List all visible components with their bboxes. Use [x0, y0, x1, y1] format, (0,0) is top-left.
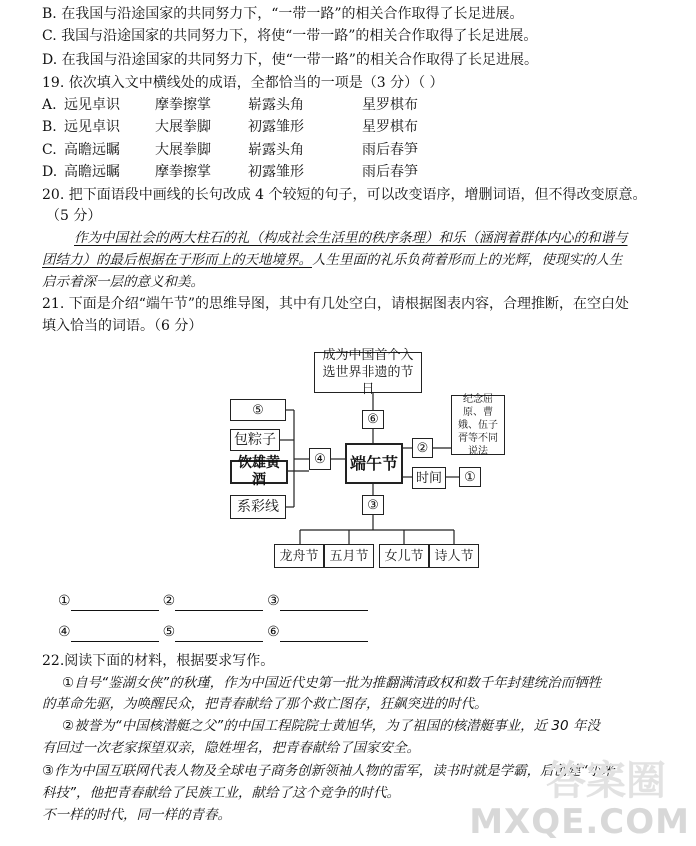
q19-option-idiom: 摩拳擦掌	[155, 97, 211, 113]
q19-option-idiom: 星罗棋布	[362, 97, 418, 113]
festival-name-wuyue: 五月节	[324, 544, 374, 568]
q19-option-idiom: 大展拳脚	[155, 119, 211, 135]
mindmap-node-6: ⑥	[362, 410, 384, 429]
blank-label-5: ⑤	[162, 624, 176, 640]
q19-option-idiom: 崭露头角	[248, 142, 304, 158]
q19-option-idiom: 雨后春笋	[362, 164, 418, 180]
mindmap-node-4: ④	[309, 448, 331, 470]
q19-option-idiom: 摩拳擦掌	[155, 164, 211, 180]
q18-option-d: D. 在我国与沿途国家的共同努力下，使“一带一路”的相关合作取得了长足进展。	[42, 52, 538, 68]
mindmap-commemorate-node: 纪念屈原、曹娥、伍子胥等不同说法	[451, 395, 505, 455]
q19-option-idiom: 大展拳脚	[155, 142, 211, 158]
q19-option-letter: D.	[42, 164, 58, 180]
mindmap-time-node: 时间	[412, 467, 446, 489]
q19-option-idiom: 崭露头角	[248, 97, 304, 113]
q19-option-idiom: 远见卓识	[64, 97, 120, 113]
q22-material-2b: 有回过一次老家探望双亲，隐姓埋名，把青春献给了国家安全。	[42, 740, 420, 756]
blank-label-3: ③	[267, 593, 280, 609]
q19-option-idiom: 远见卓识	[64, 119, 120, 135]
blank-label-4: ④	[58, 624, 71, 640]
mindmap-node-2: ②	[412, 438, 433, 458]
blank-label-1: ①	[58, 593, 71, 609]
watermark-answer: 答案圈	[546, 758, 666, 804]
answer-blank-6[interactable]	[280, 627, 368, 642]
q19-stem: 19. 依次填入文中横线处的成语，全都恰当的一项是（3 分）（ ）	[42, 75, 444, 91]
mindmap-xionghuang-node: 饮雄黄酒	[230, 460, 288, 484]
q22-material-1b: 的革命先驱，为唤醒民众，把青春献给了那个救亡图存，狂飙突进的时代。	[42, 696, 488, 712]
answer-blank-1[interactable]	[71, 596, 159, 611]
festival-name-nver: 女儿节	[379, 544, 429, 568]
answer-blanks-row2	[58, 622, 372, 642]
q21-points: 填入恰当的词语。（6 分）	[42, 318, 203, 334]
q21-stem: 21. 下面是介绍“端午节”的思维导图，其中有几处空白，请根据图表内容，合理推断，在空白处	[42, 296, 630, 312]
q19-option-idiom: 初露雏形	[248, 164, 304, 180]
festival-name-shiren: 诗人节	[429, 544, 479, 568]
q18-option-c: C. 我国与沿途国家的共同努力下，将使“一带一路”的相关合作取得了长足进展。	[42, 28, 538, 44]
answer-blank-4[interactable]	[71, 627, 159, 642]
festival-name-longzhou: 龙舟节	[274, 544, 324, 568]
q22-final-line: 不一样的时代，同一样的青春。	[42, 807, 231, 823]
q22-material-3b: 科技”，他把青春献给了民族工业，献给了这个竞争的时代。	[42, 785, 400, 801]
answer-blank-2[interactable]	[175, 596, 263, 611]
mindmap-top-node: 成为中国首个入选世界非遗的节日	[314, 352, 422, 393]
q19-option-letter: C.	[42, 142, 57, 158]
q19-option-idiom: 雨后春笋	[362, 142, 418, 158]
blank-label-2: ②	[162, 593, 176, 609]
q19-option-idiom: 星罗棋布	[362, 119, 418, 135]
mindmap-zongzi-node: 包粽子	[230, 429, 280, 451]
q20-stem: 20. 把下面语段中画线的长句改成 4 个较短的句子，可以改变语序，增删词语，但不得改变原意。	[42, 187, 647, 203]
watermark-site: MXQE.COM	[469, 802, 690, 842]
answer-blanks-row1	[58, 591, 372, 611]
mindmap-node-3: ③	[362, 495, 384, 515]
q20-passage-plain: 人生里面的礼乐负荷着形而上的光辉，使现实的人生	[312, 252, 623, 268]
mindmap-center-node: 端午节	[345, 443, 403, 484]
mindmap-caixian-node: 系彩线	[230, 495, 286, 519]
q19-option-idiom: 初露雏形	[248, 119, 304, 135]
q19-option-letter: A.	[42, 97, 57, 113]
q22-material-1a: ①自号“鉴湖女侠”的秋瑾，作为中国近代史第一批为推翻满清政权和数千年封建统治而牺牲	[62, 675, 602, 691]
answer-blank-3[interactable]	[280, 596, 368, 611]
q20-passage-line3: 启示着深一层的意义和美。	[42, 274, 204, 290]
mindmap-node-1: ①	[459, 467, 481, 487]
blank-label-6: ⑥	[267, 624, 280, 640]
q22-stem: 22.阅读下面的材料，根据要求写作。	[42, 653, 275, 669]
q19-option-idiom: 高瞻远瞩	[64, 142, 120, 158]
answer-blank-5[interactable]	[175, 627, 263, 642]
q19-option-idiom: 高瞻远瞩	[64, 164, 120, 180]
q19-option-letter: B.	[42, 119, 57, 135]
q18-option-b: B. 在我国与沿途国家的共同努力下，“一带一路”的相关合作取得了长足进展。	[42, 6, 524, 22]
q20-passage-underlined: 团结力）的最后根据在于形而上的天地境界。	[42, 252, 312, 268]
q20-passage-line1: 作为中国社会的两大柱石的礼（构成社会生活里的秩序条理）和乐（涵润着群体内心的和谐与	[74, 230, 628, 246]
q20-points: （5 分）	[46, 208, 102, 224]
q22-material-2a: ②被誉为“中国核潜艇之父”的中国工程院院士黄旭华，为了祖国的核潜艇事业，近 30 年没	[62, 718, 600, 734]
q22-material-3a: ③作为中国互联网代表人物及全球电子商务创新领袖人物的雷军，读书时就是学霸，后创建“小米	[42, 763, 615, 779]
mindmap-node-5: ⑤	[230, 399, 286, 421]
